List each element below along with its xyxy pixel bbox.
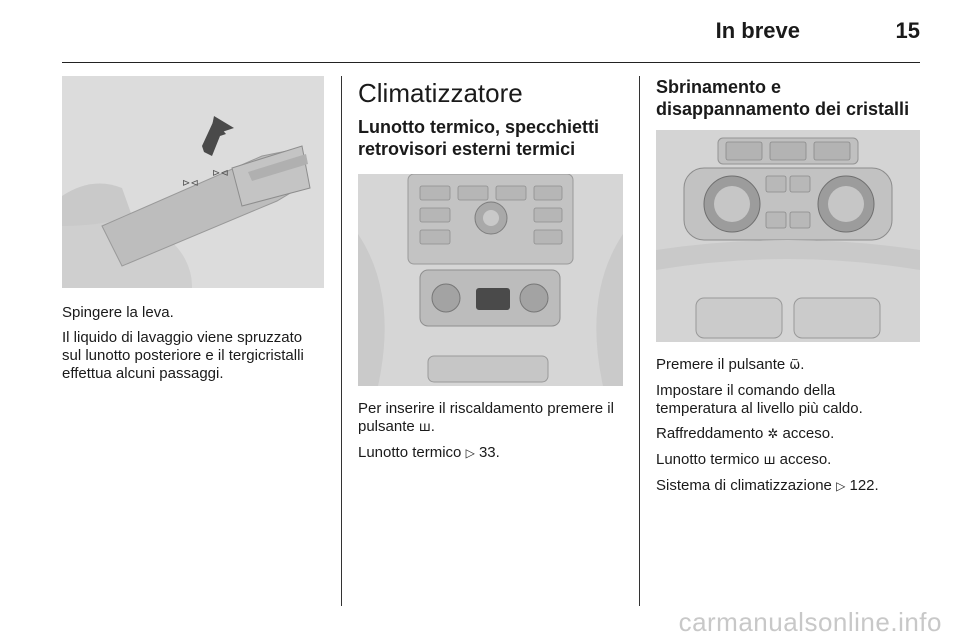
windscreen-defrost-icon: ѿ (789, 358, 801, 373)
wiper-stalk-image (62, 76, 324, 288)
column-middle (358, 76, 623, 469)
paragraph: Per inserire il riscaldamento premere il pulsante ш. (358, 400, 614, 435)
paragraph: Raffreddamento ✲ acceso. (656, 425, 835, 442)
section-subtitle: Sbrinamento e disappannamento dei cristalli (656, 77, 910, 119)
paragraph: Il liquido di lavaggio viene spruzzato sul lunotto posteriore e il tergicristalli effettua alcuni passaggi. (62, 329, 304, 382)
cross-reference-arrow-icon: ▷ (836, 479, 846, 493)
column-divider (341, 76, 342, 606)
paragraph: Premere il pulsante ѿ. (656, 356, 805, 373)
svg-text:⊳⊲: ⊳⊲ (182, 178, 199, 189)
page-header (62, 0, 920, 63)
column-divider (639, 76, 640, 606)
paragraph: Sistema di climatizzazione ▷ 122. (656, 477, 879, 494)
paragraph: Lunotto termico ▷ 33. (358, 444, 500, 461)
page-reference[interactable]: 33. (478, 444, 500, 461)
chapter-title: Climatizzatore (358, 78, 523, 108)
column-left (62, 76, 324, 390)
page-number: 15 (895, 18, 920, 43)
watermark: carmanualsonline.info (678, 607, 942, 637)
paragraph: Impostare il comando della temperatura al livello più caldo. (656, 382, 863, 417)
climate-panel-windscreen-defrost-image (656, 130, 920, 342)
paragraph: Spingere la leva. (62, 304, 174, 321)
climate-panel-rear-defrost-image (358, 174, 623, 386)
page-reference[interactable]: 122. (849, 477, 879, 494)
section-subtitle: Lunotto termico, specchietti retrovisori esterni termici (358, 117, 600, 159)
svg-text:⊳⊲: ⊳⊲ (212, 168, 229, 179)
column-right (656, 76, 920, 502)
rear-defrost-icon: ш (763, 453, 776, 468)
cooling-icon: ✲ (767, 427, 779, 442)
cross-reference-arrow-icon: ▷ (465, 446, 475, 460)
rear-defrost-icon: ш (418, 420, 431, 435)
section-title: In breve (715, 18, 800, 43)
paragraph: Lunotto termico ш acceso. (656, 451, 832, 468)
